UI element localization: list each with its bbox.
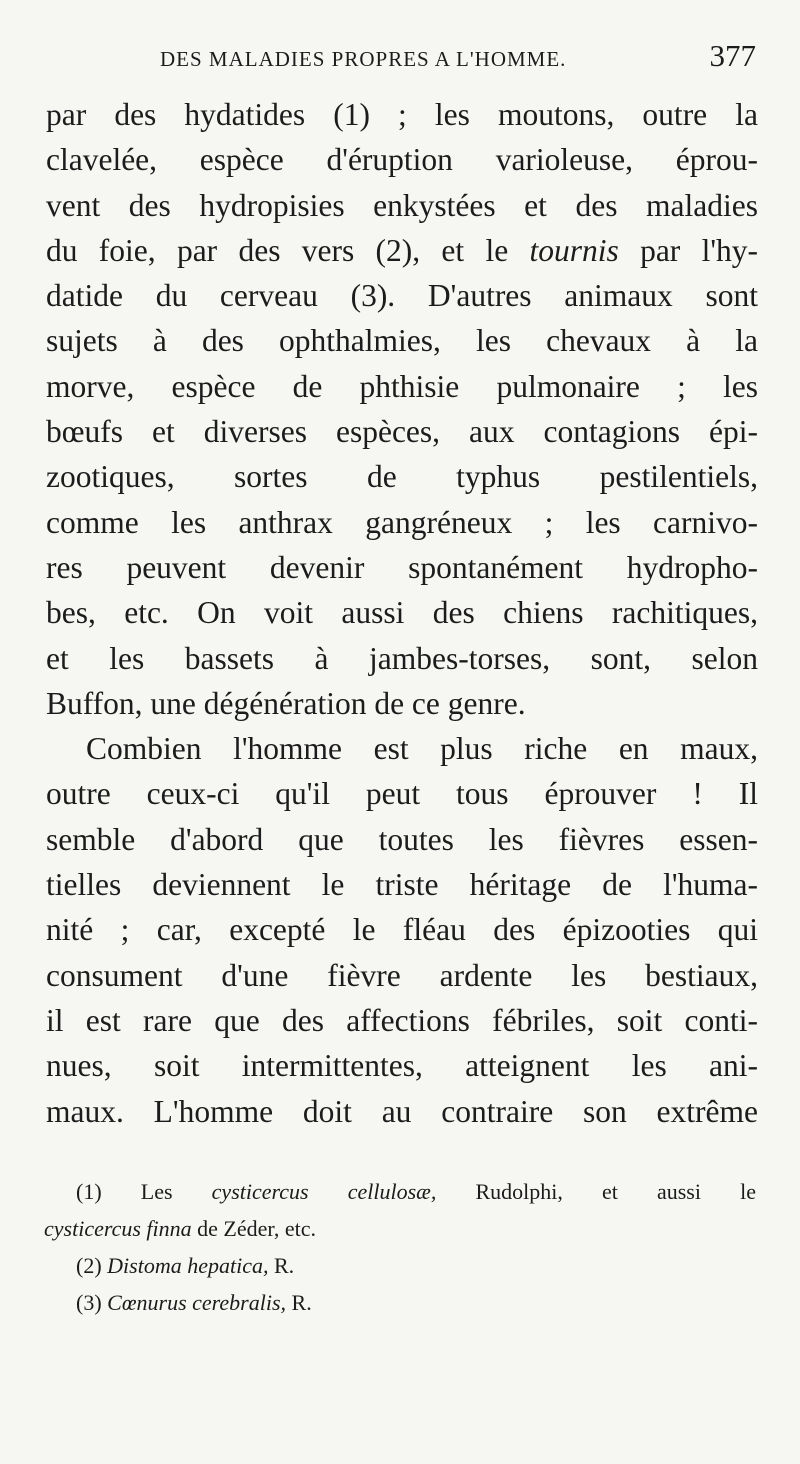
text-line: bœufs et diverses espèces, aux contagions épi- [46,414,758,450]
footnote-3 [76,1284,756,1321]
text-line: res peuvent devenir spontanément hydropho- [46,549,758,585]
text-line: Buffon, une dégénération de ce genre. [46,685,526,721]
text-line: morve, espèce de phthisie pulmonaire ; les [46,368,758,404]
text-span: R. [268,1253,295,1278]
text-line: semble d'abord que toutes les fièvres essen- [46,821,758,857]
text-line: maux. L'homme doit au contraire son extrême [46,1093,758,1129]
footnote-mark: (1) Les [76,1179,212,1204]
text-line: sujets à des ophthalmies, les chevaux à la [46,323,758,359]
text-line: par des hydatides (1) ; les moutons, outre la [46,97,758,132]
text-line: tielles deviennent le triste héritage de l'huma- [46,867,758,903]
text-line: nues, soit intermittentes, atteignent les ani- [46,1048,758,1084]
footnote-mark: (2) [76,1253,108,1278]
footnote-2 [76,1247,756,1284]
italic-term: Cœnurus cerebralis, [107,1290,287,1315]
italic-term: tournis [529,232,619,268]
text-line: et les bassets à jambes-torses, sont, selon [46,640,758,676]
footnote-mark: (3) [76,1290,108,1315]
text-line: bes, etc. On voit aussi des chiens rachitiques, [46,595,758,631]
footnotes [44,1173,756,1321]
text-line: clavelée, espèce d'éruption varioleuse, éprou- [46,142,758,178]
text-span: du foie, par des vers (2), et le [46,232,530,268]
body-text [46,92,758,1134]
page-number: 377 [709,38,756,73]
text-line: vent des hydropisies enkystées et des maladies [46,187,758,223]
text-line [46,228,758,273]
text-line: Combien l'homme est plus riche en maux, [86,731,758,767]
text-line: il est rare que des affections fébriles, soit conti- [46,1002,758,1038]
text-line: nité ; car, excepté le fléau des épizooties qui [46,912,758,948]
text-span: par l'hy- [618,232,758,268]
text-span: R. [286,1290,312,1315]
text-line: outre ceux-ci qu'il peut tous éprouver ! Il [46,776,758,812]
footnote-1-continued [44,1210,756,1247]
italic-term: cysticercus finna [44,1216,192,1241]
footnote-1 [76,1173,756,1210]
running-head: DES MALADIES PROPRES A L'HOMME. [160,47,567,71]
page-header [160,38,756,88]
text-span: de Zéder, etc. [191,1216,316,1241]
text-line: zootiques, sortes de typhus pestilentiels, [46,459,758,495]
text-line: consument d'une fièvre ardente les bestiaux, [46,957,758,993]
italic-term: cysticercus cellulosæ, [211,1179,437,1204]
text-span: Rudolphi, et aussi le [436,1179,756,1204]
text-line: datide du cerveau (3). D'autres animaux sont [46,278,758,314]
italic-term: Distoma hepatica, [107,1253,269,1278]
text-line: comme les anthrax gangréneux ; les carnivo- [46,504,758,540]
